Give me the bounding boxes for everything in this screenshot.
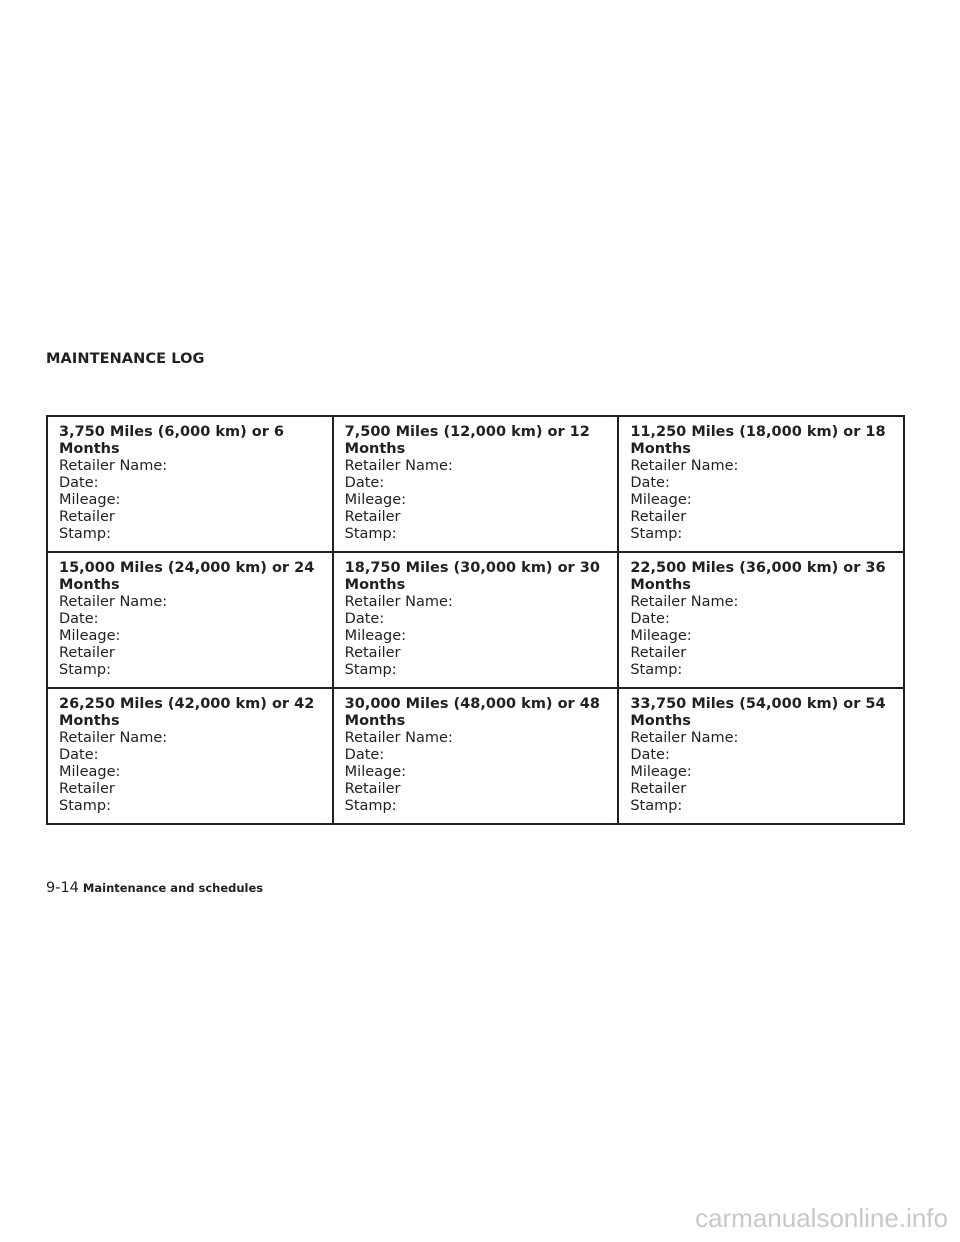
log-cell bbox=[618, 688, 904, 824]
interval-label: 22,500 Miles (36,000 km) or 36 bbox=[630, 560, 886, 576]
date-label: Date: bbox=[344, 611, 385, 627]
date-label: Date: bbox=[630, 475, 670, 491]
interval-label-cont: Months bbox=[630, 441, 691, 457]
retailer-name-label: Retailer Name: bbox=[344, 458, 453, 474]
stamp-label: Stamp: bbox=[344, 798, 397, 814]
page-footer bbox=[46, 877, 263, 897]
log-cell bbox=[47, 552, 333, 688]
retailer-label: Retailer bbox=[630, 781, 687, 797]
retailer-label: Retailer bbox=[344, 645, 401, 661]
retailer-label: Retailer bbox=[344, 781, 401, 797]
mileage-label: Mileage: bbox=[630, 492, 692, 508]
stamp-label: Stamp: bbox=[59, 798, 111, 814]
stamp-label: Stamp: bbox=[344, 662, 397, 678]
mileage-label: Mileage: bbox=[630, 764, 692, 780]
log-cell bbox=[333, 552, 619, 688]
date-label: Date: bbox=[630, 747, 670, 763]
section-title: MAINTENANCE LOG bbox=[46, 351, 205, 367]
retailer-label: Retailer bbox=[59, 509, 115, 525]
retailer-name-label: Retailer Name: bbox=[344, 730, 453, 746]
interval-label-cont: Months bbox=[59, 577, 120, 593]
retailer-name-label: Retailer Name: bbox=[630, 594, 739, 610]
retailer-label: Retailer bbox=[59, 781, 115, 797]
retailer-name-label: Retailer Name: bbox=[59, 458, 168, 474]
interval-label-cont: Months bbox=[344, 713, 406, 729]
maintenance-log-table bbox=[46, 415, 905, 825]
mileage-label: Mileage: bbox=[344, 628, 407, 644]
mileage-label: Mileage: bbox=[344, 492, 407, 508]
stamp-label: Stamp: bbox=[344, 526, 397, 542]
retailer-label: Retailer bbox=[630, 509, 687, 525]
log-cell bbox=[333, 688, 619, 824]
date-label: Date: bbox=[344, 747, 385, 763]
retailer-name-label: Retailer Name: bbox=[59, 730, 168, 746]
retailer-name-label: Retailer Name: bbox=[59, 594, 168, 610]
mileage-label: Mileage: bbox=[630, 628, 692, 644]
retailer-label: Retailer bbox=[344, 509, 401, 525]
page-number: 9-14 bbox=[46, 880, 79, 896]
interval-label-cont: Months bbox=[630, 713, 691, 729]
mileage-label: Mileage: bbox=[344, 764, 407, 780]
date-label: Date: bbox=[59, 475, 99, 491]
table-row bbox=[47, 552, 904, 688]
stamp-label: Stamp: bbox=[59, 526, 111, 542]
table-row bbox=[47, 416, 904, 552]
mileage-label: Mileage: bbox=[59, 492, 121, 508]
table-row bbox=[47, 688, 904, 824]
retailer-name-label: Retailer Name: bbox=[630, 458, 739, 474]
date-label: Date: bbox=[59, 611, 99, 627]
interval-label: 11,250 Miles (18,000 km) or 18 bbox=[630, 424, 886, 440]
stamp-label: Stamp: bbox=[630, 526, 683, 542]
stamp-label: Stamp: bbox=[59, 662, 111, 678]
interval-label: 30,000 Miles (48,000 km) or 48 bbox=[344, 696, 600, 712]
retailer-label: Retailer bbox=[630, 645, 687, 661]
stamp-label: Stamp: bbox=[630, 662, 683, 678]
interval-label-cont: Months bbox=[344, 577, 406, 593]
retailer-label: Retailer bbox=[59, 645, 115, 661]
watermark: carmanualsonline.info bbox=[695, 1203, 948, 1233]
interval-label: 15,000 Miles (24,000 km) or 24 bbox=[59, 560, 315, 576]
log-cell bbox=[47, 688, 333, 824]
interval-label: 3,750 Miles (6,000 km) or 6 bbox=[59, 424, 285, 440]
interval-label: 18,750 Miles (30,000 km) or 30 bbox=[344, 560, 600, 576]
chapter-title: Maintenance and schedules bbox=[82, 881, 264, 895]
log-cell bbox=[47, 416, 333, 552]
retailer-name-label: Retailer Name: bbox=[630, 730, 739, 746]
interval-label: 33,750 Miles (54,000 km) or 54 bbox=[630, 696, 886, 712]
retailer-name-label: Retailer Name: bbox=[344, 594, 453, 610]
mileage-label: Mileage: bbox=[59, 628, 121, 644]
log-cell bbox=[333, 416, 619, 552]
interval-label-cont: Months bbox=[344, 441, 406, 457]
stamp-label: Stamp: bbox=[630, 798, 683, 814]
interval-label-cont: Months bbox=[59, 441, 120, 457]
interval-label-cont: Months bbox=[630, 577, 691, 593]
date-label: Date: bbox=[59, 747, 99, 763]
date-label: Date: bbox=[344, 475, 385, 491]
log-cell bbox=[618, 552, 904, 688]
log-cell bbox=[618, 416, 904, 552]
interval-label: 7,500 Miles (12,000 km) or 12 bbox=[344, 424, 590, 440]
interval-label-cont: Months bbox=[59, 713, 120, 729]
mileage-label: Mileage: bbox=[59, 764, 121, 780]
date-label: Date: bbox=[630, 611, 670, 627]
interval-label: 26,250 Miles (42,000 km) or 42 bbox=[59, 696, 315, 712]
